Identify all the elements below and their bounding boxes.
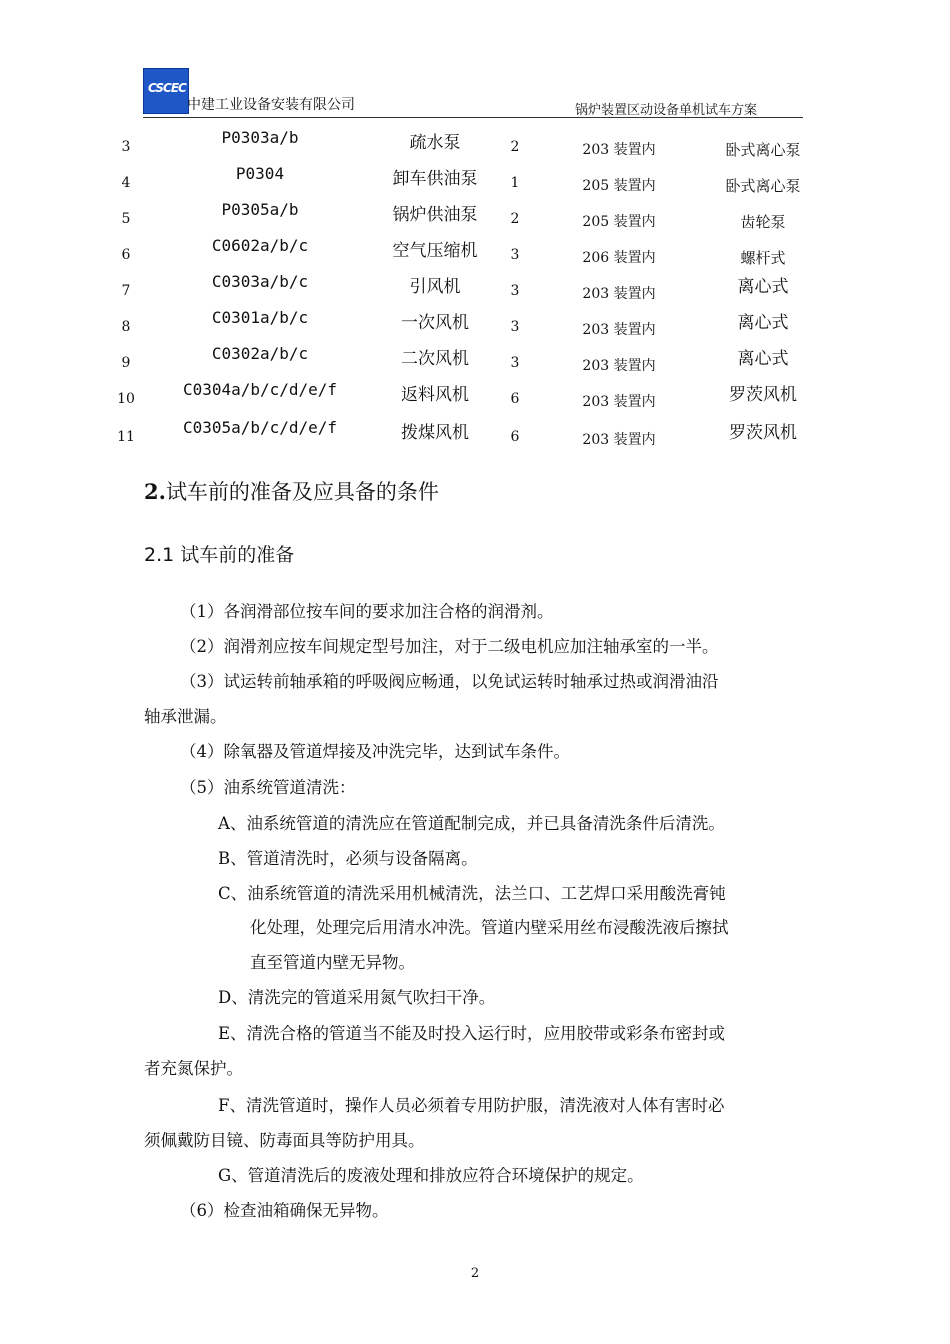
- row-number: 8: [121, 319, 131, 335]
- row-number: 7: [121, 283, 131, 299]
- row-number: 3: [121, 139, 131, 155]
- equipment-type: 离心式: [737, 313, 789, 333]
- item-f: F、清洗管道时，操作人员必须着专用防护服，清洗液对人体有害时必: [218, 1096, 725, 1115]
- item-a: A、油系统管道的清洗应在管道配制完成，并已具备清洗条件后清洗。: [218, 814, 725, 833]
- row-number: 4: [121, 175, 131, 191]
- item-d: D、清洗完的管道采用氮气吹扫干净。: [218, 988, 496, 1007]
- section-heading: [144, 476, 439, 506]
- row-number: 10: [117, 391, 135, 407]
- equipment-type: 罗茨风机: [729, 423, 797, 443]
- equipment-quantity: 6: [510, 429, 520, 445]
- document-title: 锅炉装置区动设备单机试车方案: [575, 103, 758, 118]
- section-title: 试车前的准备及应具备的条件: [165, 480, 439, 504]
- equipment-type: 卧式离心泵: [725, 177, 801, 195]
- equipment-quantity: 3: [510, 355, 520, 371]
- table-row: [100, 236, 820, 270]
- equipment-type: 罗茨风机: [729, 385, 797, 405]
- equipment-location: 203 装置内: [582, 432, 656, 448]
- equipment-location: 203 装置内: [582, 322, 656, 338]
- row-number: 11: [117, 429, 135, 445]
- paragraph-3-cont: 轴承泄漏。: [144, 707, 227, 726]
- equipment-tag: P0303a/b: [221, 128, 299, 147]
- equipment-tag: C0305a/b/c/d/e/f: [182, 418, 338, 437]
- table-row: [100, 344, 820, 378]
- equipment-type: 离心式: [737, 277, 789, 297]
- equipment-quantity: 2: [510, 139, 520, 155]
- equipment-name: 一次风机: [401, 313, 469, 333]
- equipment-location: 206 装置内: [582, 250, 656, 266]
- equipment-type: 卧式离心泵: [725, 141, 801, 159]
- row-number: 5: [121, 211, 131, 227]
- equipment-location: 203 装置内: [582, 142, 656, 158]
- equipment-quantity: 6: [510, 391, 520, 407]
- equipment-location: 205 装置内: [582, 214, 656, 230]
- company-logo: [143, 68, 189, 114]
- item-b: B、管道清洗时，必须与设备隔离。: [218, 849, 478, 868]
- row-number: 9: [121, 355, 131, 371]
- paragraph-1: （1）各润滑部位按车间的要求加注合格的润滑剂。: [180, 602, 554, 621]
- paragraph-2: （2）润滑剂应按车间规定型号加注，对于二级电机应加注轴承室的一半。: [180, 637, 719, 656]
- equipment-name: 拨煤风机: [401, 423, 469, 443]
- equipment-quantity: 1: [510, 175, 520, 191]
- equipment-tag: C0303a/b/c: [211, 272, 309, 291]
- equipment-type: 离心式: [737, 349, 789, 369]
- equipment-quantity: 3: [510, 247, 520, 263]
- equipment-tag: P0304: [235, 164, 285, 183]
- equipment-quantity: 2: [510, 211, 520, 227]
- equipment-quantity: 3: [510, 319, 520, 335]
- table-row: [100, 380, 820, 414]
- logo-text: CSCEC: [148, 81, 186, 95]
- paragraph-4: （4）除氧器及管道焊接及冲洗完毕，达到试车条件。: [180, 742, 570, 761]
- equipment-type: 螺杆式: [740, 249, 786, 267]
- equipment-location: 203 装置内: [582, 358, 656, 374]
- item-e-cont: 者充氮保护。: [144, 1059, 243, 1078]
- subsection-heading: 2.1 试车前的准备: [144, 544, 295, 566]
- equipment-location: 203 装置内: [582, 394, 656, 410]
- equipment-name: 引风机: [409, 277, 461, 297]
- paragraph-3: （3）试运转前轴承箱的呼吸阀应畅通，以免试运转时轴承过热或润滑油沿: [180, 672, 719, 691]
- equipment-name: 返料风机: [401, 385, 469, 405]
- equipment-tag: C0301a/b/c: [211, 308, 309, 327]
- paragraph-6: （6）检查油箱确保无异物。: [180, 1201, 389, 1220]
- item-c-cont-1: 化处理，处理完后用清水冲洗。管道内壁采用丝布浸酸洗液后擦拭: [250, 918, 729, 937]
- row-number: 6: [121, 247, 131, 263]
- table-row: [100, 308, 820, 342]
- equipment-type: 齿轮泵: [740, 213, 786, 231]
- item-e: E、清洗合格的管道当不能及时投入运行时，应用胶带或彩条布密封或: [218, 1024, 726, 1043]
- equipment-tag: C0302a/b/c: [211, 344, 309, 363]
- table-row: [100, 164, 820, 198]
- equipment-location: 205 装置内: [582, 178, 656, 194]
- header-divider: [143, 117, 803, 118]
- equipment-tag: C0602a/b/c: [211, 236, 309, 255]
- equipment-tag: C0304a/b/c/d/e/f: [182, 380, 338, 399]
- item-f-cont: 须佩戴防目镜、防毒面具等防护用具。: [144, 1131, 425, 1150]
- page-number: 2: [470, 1266, 480, 1281]
- section-number: 2.: [144, 479, 166, 504]
- company-name: 中建工业设备安装有限公司: [187, 97, 355, 113]
- table-row: [100, 128, 820, 162]
- paragraph-5: （5）油系统管道清洗：: [180, 778, 356, 797]
- equipment-name: 卸车供油泵: [392, 169, 478, 189]
- table-row: [100, 272, 820, 306]
- equipment-name: 二次风机: [401, 349, 469, 369]
- item-g: G、管道清洗后的废液处理和排放应符合环境保护的规定。: [218, 1166, 644, 1185]
- equipment-name: 锅炉供油泵: [392, 205, 478, 225]
- table-row: [100, 418, 820, 452]
- equipment-name: 疏水泵: [409, 133, 461, 153]
- item-c: C、油系统管道的清洗采用机械清洗，法兰口、工艺焊口采用酸洗膏钝: [218, 884, 726, 903]
- equipment-location: 203 装置内: [582, 286, 656, 302]
- table-row: [100, 200, 820, 234]
- equipment-tag: P0305a/b: [221, 200, 299, 219]
- item-c-cont-2: 直至管道内壁无异物。: [250, 953, 415, 972]
- equipment-quantity: 3: [510, 283, 520, 299]
- equipment-name: 空气压缩机: [392, 241, 478, 261]
